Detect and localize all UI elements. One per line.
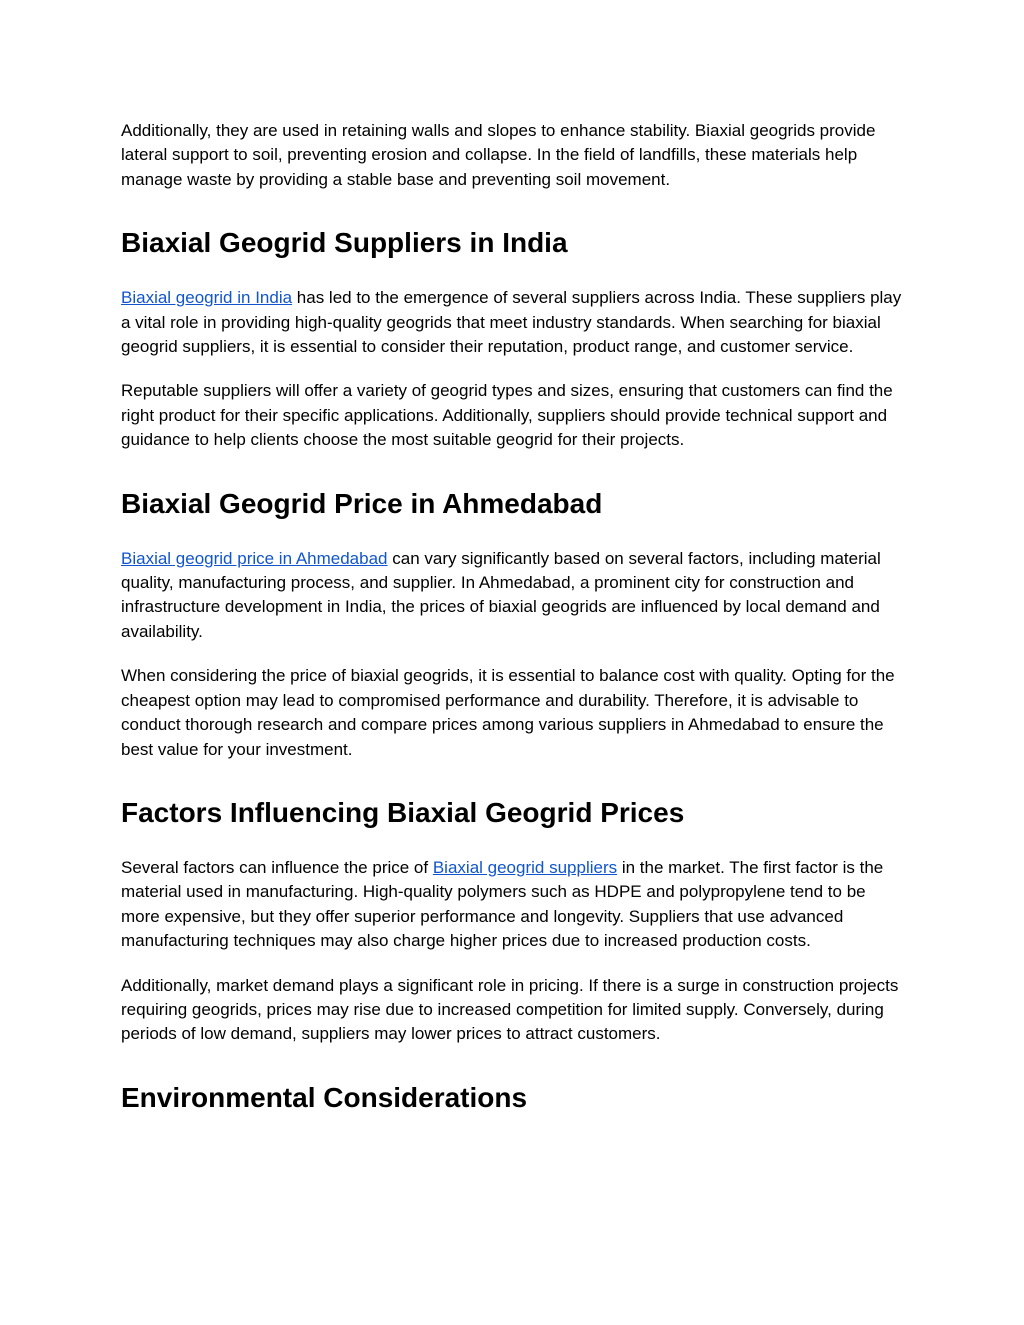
intro-paragraph: Additionally, they are used in retaining walls and slopes to enhance stability. Biaxial geogrids provide lateral support to soil, preventing erosion and collapse. In the field of landfills, these materials help manage waste by providing a stable base and preventing soil movement.: [121, 121, 876, 189]
factors-paragraph-1-lead: Several factors can influence the price of: [121, 857, 433, 877]
heading-factors-prices: Factors Influencing Biaxial Geogrid Prices: [121, 796, 685, 828]
link-biaxial-geogrid-suppliers[interactable]: Biaxial geogrid suppliers: [432, 857, 618, 877]
link-biaxial-geogrid-in-india[interactable]: Biaxial geogrid in India: [121, 288, 293, 308]
suppliers-paragraph-2: Reputable suppliers will offer a variety of geogrid types and sizes, ensuring that customers can find the right product for their specific applications. Additionally, suppliers should provide technical support and guidance to help clients choose the most suitable geogrid for their projects.: [121, 381, 893, 450]
price-paragraph-2: When considering the price of biaxial geogrids, it is essential to balance cost with quality. Opting for the cheapest option may lead to compromised performance and durability. Therefore, it is advisable to conduct thorough research and compare prices among various suppliers in Ahmedabad to ensure the best value for your investment.: [121, 666, 895, 759]
suppliers-paragraph-1-text: has led to the emergence of several suppliers across India. These suppliers play a vital role in providing high-quality geogrids that meet industry standards. When searching for biaxial geogrid suppliers, it is essential to consider their reputation, product range, and customer service.: [121, 288, 902, 357]
heading-price-ahmedabad: Biaxial Geogrid Price in Ahmedabad: [121, 487, 603, 519]
link-biaxial-geogrid-price-ahmedabad[interactable]: Biaxial geogrid price in Ahmedabad: [121, 548, 388, 568]
price-paragraph-1-text: can vary significantly based on several factors, including material quality, manufacturing process, and supplier. In Ahmedabad, a prominent city for construction and infrastructure development in India, the prices of biaxial geogrids are influenced by local demand and availability.: [121, 548, 881, 641]
factors-paragraph-1-text: in the market. The first factor is the material used in manufacturing. High-quality polymers such as HDPE and polypropylene tend to be more expensive, but they offer superior performance and longevity. Suppliers that use advanced manufacturing techniques may also charge higher prices due to increased production costs.: [121, 857, 884, 951]
factors-paragraph-2: Additionally, market demand plays a significant role in pricing. If there is a surge in construction projects requiring geogrids, prices may rise due to increased competition for limited supply. Conversely, during periods of low demand, suppliers may lower prices to attract customers.: [121, 975, 899, 1044]
price-paragraph-1: [121, 547, 904, 645]
suppliers-paragraph-1: [121, 286, 904, 359]
factors-paragraph-1: [121, 856, 904, 954]
heading-environmental-considerations: Environmental Considerations: [121, 1081, 528, 1113]
heading-suppliers-india: Biaxial Geogrid Suppliers in India: [121, 227, 568, 259]
